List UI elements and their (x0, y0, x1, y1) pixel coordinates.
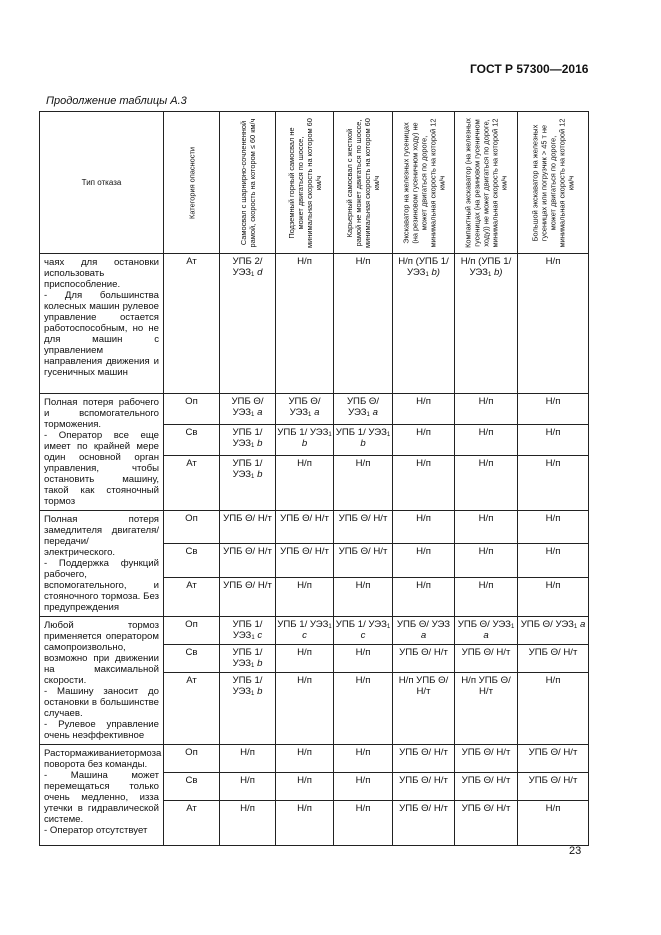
rating-suffix: b (257, 658, 263, 670)
table-row (40, 254, 589, 394)
rating-text: УПБ 1/ УЭЗ (277, 619, 329, 630)
rating-cell (334, 425, 393, 456)
rating-cell (220, 745, 276, 773)
rating-text: УПБ Θ/ УЭЗ (231, 396, 264, 418)
rating-cell (393, 801, 455, 846)
rating-suffix: a (372, 407, 378, 418)
failure-type-cell: Полная потеря замедлителя двигателя/передачи/электрического. - Поддержка функций рабочего, вспомогательного, и стояночного тормоза. Без предупреждения (40, 511, 164, 617)
table-row (40, 394, 589, 425)
rating-cell (334, 773, 393, 801)
rating-subscript: 1 (386, 432, 391, 439)
rating-cell (393, 511, 455, 544)
rating-cell (455, 394, 518, 425)
rating-cell (393, 773, 455, 801)
rating-cell (393, 617, 455, 645)
rating-cell (220, 773, 276, 801)
rating-suffix: b (257, 438, 263, 450)
rating-subscript: 1 (251, 412, 255, 418)
rating-cell (276, 673, 334, 745)
rating-text: УПБ Θ/ Н/т (223, 546, 272, 558)
rating-suffix: b) (493, 267, 503, 278)
rating-text: УПБ Θ/ Н/т (528, 647, 578, 659)
rating-cell (455, 254, 518, 394)
rating-cell (393, 645, 455, 673)
rating-cell (518, 254, 589, 394)
rating-text: Н/п (545, 396, 561, 407)
rating-text: Н/п (545, 675, 561, 687)
rating-cell (276, 801, 334, 846)
rating-text: УПБ 2/ УЭЗ (232, 256, 263, 278)
rating-cell (334, 544, 393, 577)
rating-text: Н/п (240, 775, 255, 786)
rating-subscript: 1 (328, 624, 332, 630)
rating-cell (220, 254, 276, 394)
failure-type-cell: чаях для остановки использовать приспособление. - Для большинства колесных машин рулевое управление остается работоспособным, но не для машин с управлением направления движения и гусеничных машин (40, 254, 164, 394)
rating-text: Н/п (545, 803, 561, 814)
rating-text: УПБ Θ/ Н/т (399, 775, 448, 786)
rating-suffix: c (302, 630, 307, 641)
rating-cell (518, 456, 589, 511)
rating-text: УПБ Θ/ Н/т (338, 513, 388, 524)
rating-suffix: c (360, 630, 366, 641)
column-header-label: Категория опасности (187, 146, 196, 219)
hazard-category-cell: Св (164, 425, 220, 456)
rating-text: УПБ Θ/ Н/т (223, 513, 272, 524)
rating-subscript: 1 (425, 272, 429, 278)
rating-cell (334, 801, 393, 846)
rating-cell (220, 617, 276, 645)
rating-text: Н/п (355, 803, 371, 814)
rating-subscript: 1 (251, 635, 255, 641)
rating-text: Н/п (297, 775, 312, 786)
table-row (40, 617, 589, 645)
column-header: Тип отказа (40, 112, 164, 254)
rating-text: УПБ 1/ УЭЗ (232, 647, 263, 670)
rating-text: Н/п (416, 396, 431, 407)
rating-cell (455, 577, 518, 616)
rating-cell (220, 456, 276, 511)
document-header: ГОСТ Р 57300—2016 (470, 62, 589, 76)
rating-subscript: 1 (510, 624, 515, 630)
rating-cell (455, 617, 518, 645)
rating-text: Н/п (297, 747, 312, 758)
failure-table (39, 111, 589, 846)
rating-text: Н/п (478, 458, 494, 470)
hazard-category-cell: Ат (164, 456, 220, 511)
rating-text: УПБ 1/ УЭЗ (277, 427, 329, 439)
column-header-label: Самосвал с шарнирно-сочлененной рамой, скорость на котором ≤ 60 км/ч (238, 118, 257, 247)
table-row (40, 745, 589, 773)
column-header-label: Компактный экскаватор (на железных гусеницах (на резиновом гусеничном ходу)) не может двигаться по дороге, минимальная скорость на которой 12 км/ч (463, 117, 509, 248)
rating-suffix: b (257, 469, 263, 481)
rating-text: Н/п (355, 458, 371, 470)
rating-text: Н/п (478, 427, 494, 439)
rating-subscript: 1 (251, 691, 255, 698)
rating-text: Н/п (545, 579, 561, 591)
rating-cell (455, 773, 518, 801)
rating-text: Н/п (297, 803, 312, 814)
rating-text: УПБ Θ/ Н/т (528, 747, 578, 758)
rating-text: Н/п (416, 427, 431, 439)
rating-suffix: a (420, 630, 427, 641)
rating-cell (276, 544, 334, 577)
rating-text: Н/п (416, 458, 431, 470)
rating-cell (393, 425, 455, 456)
rating-cell (518, 617, 589, 645)
rating-suffix: c (257, 630, 263, 641)
hazard-category-cell: Ат (164, 577, 220, 616)
rating-subscript: 1 (251, 443, 255, 450)
rating-text: Н/п (545, 427, 561, 439)
rating-cell (455, 456, 518, 511)
rating-text: УПБ Θ/ Н/т (461, 803, 511, 814)
column-header-label: Карьерный самосвал с жесткой рамой не может двигаться по шоссе, минимальная скорость на котором 60 км/ч (345, 117, 381, 248)
rating-text: УПБ Θ/ УЭЗ (288, 396, 321, 418)
rating-text: УПБ Θ/ Н/т (399, 647, 448, 659)
rating-text: Н/п (478, 513, 494, 524)
rating-text: Н/п (545, 256, 561, 267)
rating-text: Н/п УПБ Θ/ Н/т (398, 675, 449, 698)
hazard-category-cell: Св (164, 645, 220, 673)
rating-text: УПБ 1/ УЭЗ (232, 427, 263, 450)
rating-cell (393, 577, 455, 616)
rating-text: Н/п (355, 675, 371, 687)
rating-text: УПБ Θ/ Н/т (461, 747, 511, 758)
hazard-category-cell: Св (164, 544, 220, 577)
rating-text: Н/п (478, 579, 494, 591)
rating-cell (276, 617, 334, 645)
rating-cell (393, 456, 455, 511)
column-header-label: Экскаватор на железных гусеницах (на резиновом гусеничном ходу) не может двигаться по дороге, минимальная скорость на которой 12 км/ч (401, 118, 446, 247)
rating-text: Н/п (545, 513, 561, 524)
table-header-row (40, 112, 589, 254)
rating-text: Н/п (УПБ 1/ УЭЗ (460, 256, 512, 278)
rating-suffix: b (257, 686, 263, 698)
rating-cell (334, 254, 393, 394)
rating-cell (276, 773, 334, 801)
rating-text: Н/п (355, 256, 371, 267)
rating-subscript: 1 (386, 624, 391, 630)
hazard-category-cell: Оп (164, 617, 220, 645)
hazard-category-cell: Ат (164, 673, 220, 745)
rating-cell (518, 773, 589, 801)
hazard-category-cell: Оп (164, 745, 220, 773)
rating-text: УПБ Θ/ Н/т (399, 803, 448, 814)
rating-cell (220, 801, 276, 846)
rating-text: Н/п (355, 775, 371, 786)
rating-cell (518, 645, 589, 673)
rating-cell (276, 745, 334, 773)
rating-suffix: b (360, 438, 366, 450)
rating-cell (393, 745, 455, 773)
rating-suffix: b (301, 438, 308, 450)
rating-text: Н/п (416, 546, 431, 558)
table-body (40, 254, 589, 846)
rating-text: Н/п (297, 579, 312, 591)
rating-subscript: 1 (366, 412, 370, 418)
rating-text: УПБ Θ/ Н/т (399, 747, 448, 758)
column-header (220, 112, 276, 254)
column-header (276, 112, 334, 254)
rating-cell (220, 394, 276, 425)
rating-text: УПБ Θ/ Н/т (461, 647, 511, 659)
rating-cell (220, 645, 276, 673)
rating-cell (455, 425, 518, 456)
rating-suffix: a (314, 407, 320, 418)
rating-cell (518, 577, 589, 616)
rating-text: УПБ 1/ УЭЗ (335, 427, 387, 439)
failure-type-cell: Полная потеря рабочего и вспомогательного торможения. - Оператор все еще имеет по крайней мере один основной орган управления, чтобы остановить машину, такой как стояночный тормоз (40, 394, 164, 511)
rating-text: Н/п (478, 546, 494, 558)
hazard-category-cell: Ат (164, 801, 220, 846)
rating-text: Н/п (297, 458, 312, 470)
hazard-category-cell: Оп (164, 511, 220, 544)
rating-suffix: a (257, 407, 263, 418)
rating-text: Н/п (240, 747, 255, 758)
rating-text: Н/п (240, 803, 255, 814)
rating-cell (334, 511, 393, 544)
rating-subscript: 1 (251, 474, 255, 481)
rating-text: УПБ 1/ УЭЗ (335, 619, 387, 630)
hazard-category-cell: Оп (164, 394, 220, 425)
rating-text: Н/п (297, 256, 312, 267)
column-header (334, 112, 393, 254)
rating-text: Н/п (416, 579, 431, 591)
column-header (393, 112, 455, 254)
rating-text: УПБ Θ/ УЭЗ (520, 619, 574, 630)
rating-text: УПБ Θ/ Н/т (461, 775, 511, 786)
rating-cell (518, 511, 589, 544)
rating-text: УПБ 1/ УЭЗ (232, 619, 263, 641)
rating-cell (276, 645, 334, 673)
rating-subscript: 1 (251, 272, 255, 278)
rating-text: УПБ Θ/ Н/т (338, 546, 388, 558)
rating-text: УПБ Θ/ Н/т (528, 775, 578, 786)
rating-cell (276, 394, 334, 425)
rating-text: Н/п (УПБ 1/ УЭЗ (398, 256, 449, 278)
rating-cell (220, 544, 276, 577)
rating-cell (455, 645, 518, 673)
column-header (164, 112, 220, 254)
rating-suffix: a (579, 619, 586, 630)
rating-suffix: b) (431, 267, 440, 278)
rating-cell (518, 544, 589, 577)
rating-cell (276, 254, 334, 394)
rating-text: Н/п (545, 458, 561, 470)
rating-text: Н/п (355, 579, 371, 591)
rating-cell (220, 425, 276, 456)
hazard-category-cell: Ат (164, 254, 220, 394)
rating-text: УПБ Θ/ УЭЗ (457, 619, 511, 630)
rating-text: УПБ Θ/ УЭЗ (346, 396, 380, 418)
rating-text: УПБ Θ/ Н/т (280, 546, 329, 558)
rating-text: Н/п (478, 396, 494, 407)
rating-cell (518, 394, 589, 425)
rating-text: УПБ 1/ УЭЗ (232, 458, 263, 481)
rating-cell (455, 801, 518, 846)
rating-cell (276, 577, 334, 616)
rating-cell (220, 673, 276, 745)
rating-cell (393, 544, 455, 577)
rating-suffix: a (483, 630, 489, 641)
failure-type-cell: Растормаживаниетормоза поворота без команды. - Машина может перемещаться только очень медленно, изза утечки в гидравлической системе. - Оператор отсутствует (40, 745, 164, 846)
rating-subscript: 1 (487, 272, 492, 278)
rating-cell (276, 456, 334, 511)
rating-text: УПБ Θ/ Н/т (223, 579, 272, 591)
rating-text: УПБ 1/ УЭЗ (232, 675, 263, 698)
rating-cell (334, 645, 393, 673)
rating-subscript: 1 (328, 432, 332, 439)
rating-cell (334, 456, 393, 511)
rating-text: Н/п УПБ Θ/ Н/т (461, 675, 511, 698)
rating-cell (334, 617, 393, 645)
rating-text: Н/п (545, 546, 561, 558)
rating-subscript: 1 (308, 412, 312, 418)
rating-cell (518, 673, 589, 745)
hazard-category-cell: Св (164, 773, 220, 801)
rating-subscript: 1 (573, 624, 578, 630)
rating-cell (455, 544, 518, 577)
rating-suffix: d (257, 267, 263, 278)
rating-subscript: 1 (251, 663, 255, 670)
rating-cell (276, 511, 334, 544)
rating-cell (518, 745, 589, 773)
rating-text: Н/п (355, 647, 371, 659)
rating-cell (334, 745, 393, 773)
rating-cell (220, 577, 276, 616)
rating-cell (393, 254, 455, 394)
rating-cell (276, 425, 334, 456)
rating-cell (220, 511, 276, 544)
table-caption: Продолжение таблицы А.3 (46, 95, 187, 107)
rating-cell (455, 511, 518, 544)
rating-cell (334, 673, 393, 745)
rating-cell (334, 577, 393, 616)
rating-cell (455, 673, 518, 745)
rating-cell (455, 745, 518, 773)
table-row (40, 511, 589, 544)
column-header (518, 112, 589, 254)
rating-text: Н/п (355, 747, 371, 758)
rating-text: Н/п (416, 513, 431, 524)
rating-text: Н/п (297, 675, 312, 687)
column-header-label: Подземный горный самосвал не может двигаться по шоссе, минимальная скорость на котором 60 км/ч (286, 117, 323, 248)
rating-cell (393, 394, 455, 425)
rating-text: Н/п (297, 647, 312, 659)
failure-type-cell: Любой тормоз применяется оператором самопроизвольно, возможно при движении на максимальной скорости. - Машину заносит до остановки в большинстве случаев. - Рулевое управление очень неэффективное (40, 617, 164, 745)
rating-text: УПБ Θ/ Н/т (280, 513, 329, 524)
page-number: 23 (569, 845, 582, 857)
rating-text: УПБ Θ/ УЭЗ (396, 619, 451, 630)
rating-cell (393, 673, 455, 745)
rating-cell (518, 801, 589, 846)
column-header (455, 112, 518, 254)
rating-cell (518, 425, 589, 456)
column-header-label: Большой экскаватор на железных гусеницах или погрузчик > 45 т не может двигаться по дороге, минимальная скорость на которой 12 км/ч (530, 118, 576, 247)
rating-cell (334, 394, 393, 425)
